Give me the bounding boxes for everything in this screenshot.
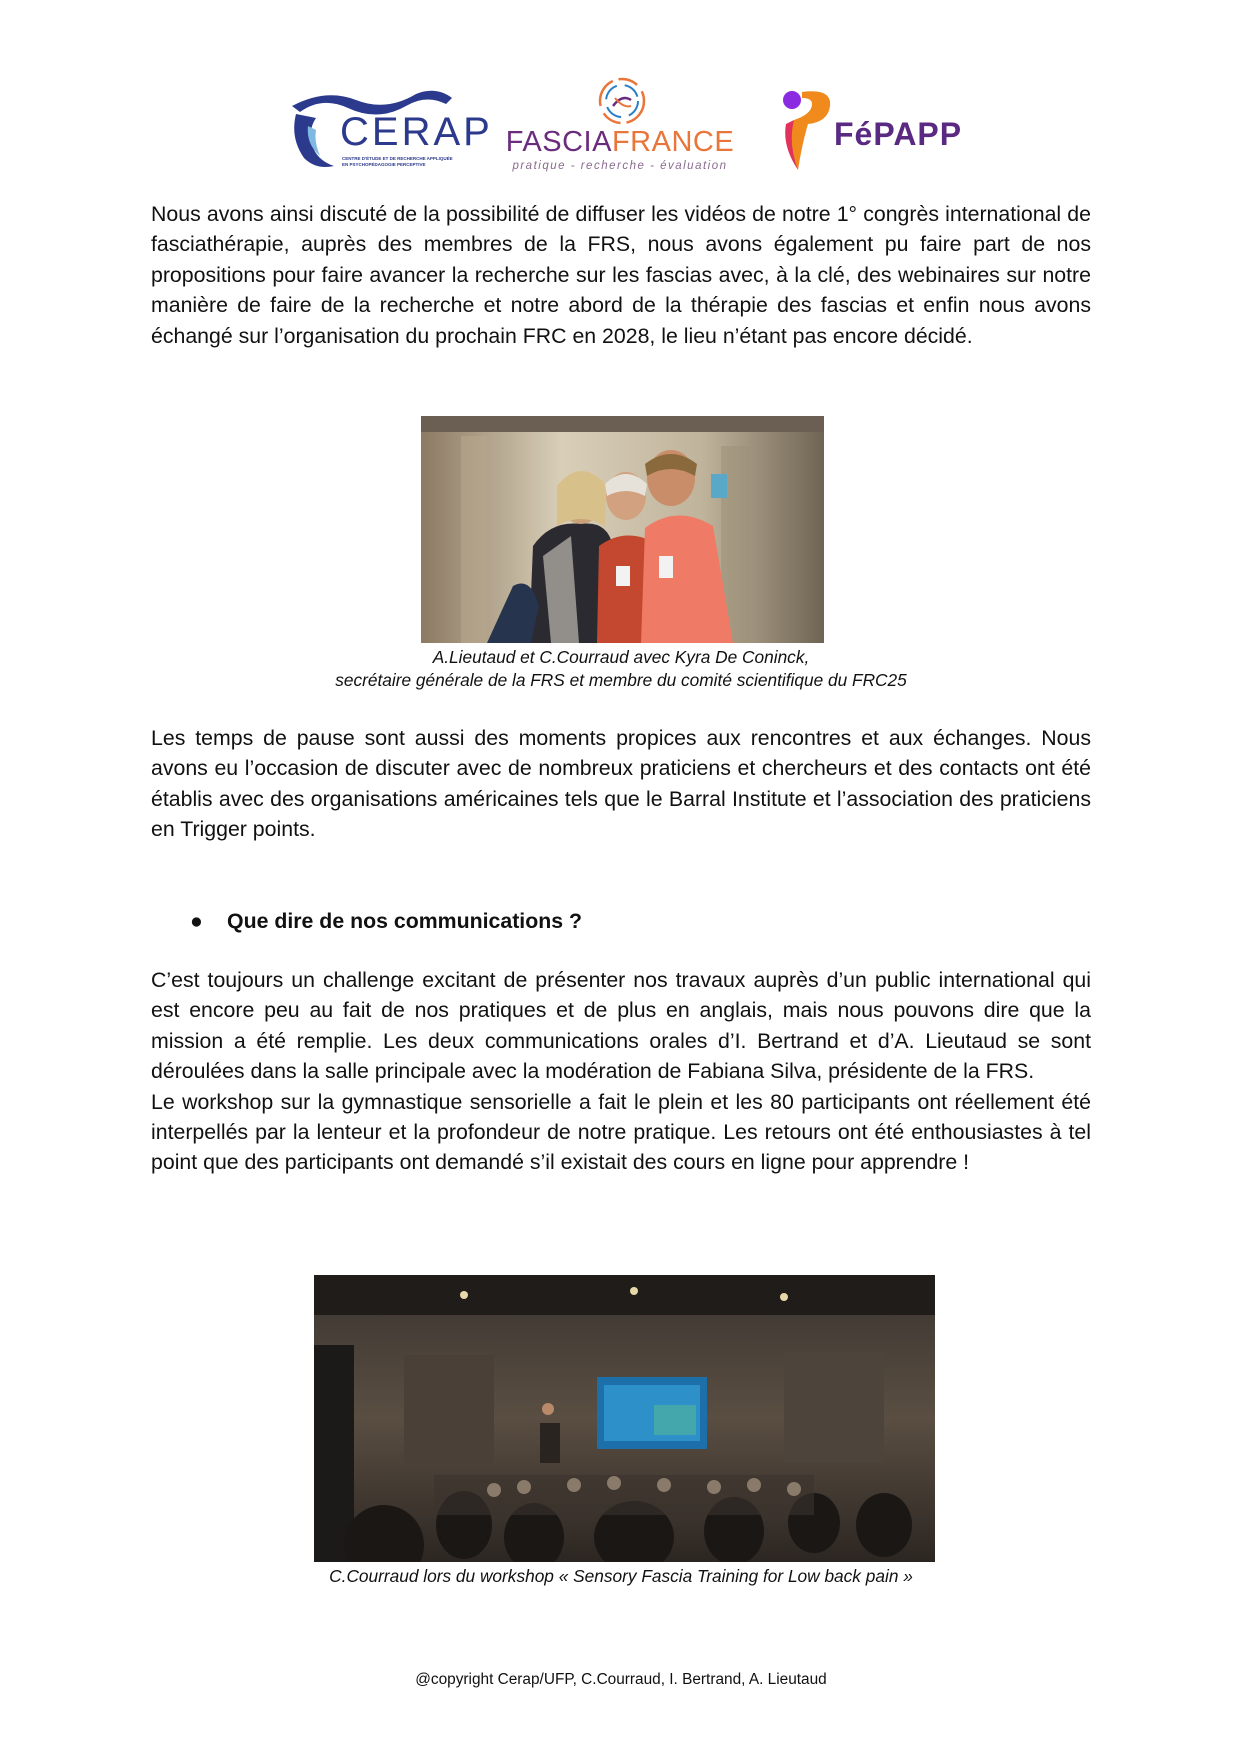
photo-workshop-room: [314, 1275, 935, 1562]
fepapp-figure-icon: [772, 84, 836, 174]
paragraph-1: [151, 199, 1091, 351]
paragraph-3a-text: C’est toujours un challenge excitant de présenter nos travaux auprès d’un public international qui est encore peu au fait de nos pratiques et de plus en anglais, mais nous pouvons dire que la mission a été remplie. Les deux communications orales d’I. Bertrand et d’A. Lieutaud se sont déroulées dans la salle principale avec la modération de Fabiana Silva, présidente de la FRS.: [151, 968, 1091, 1084]
photo-three-people: [421, 416, 824, 643]
section-heading-text: Que dire de nos communications ?: [227, 909, 583, 933]
paragraph-3b-text: Le workshop sur la gymnastique sensorielle a fait le plein et les 80 participants ont réellement été interpellés par la lenteur et la profondeur de notre pratique. Les retours ont été enthousiastes à tel point que des participants ont demandé s’il existait des cours en ligne pour apprendre !: [151, 1089, 1091, 1175]
fepapp-wordmark: FéPAPP: [834, 116, 963, 152]
france-word: FRANCE: [611, 126, 735, 158]
photo-1-caption-line-2: secrétaire générale de la FRS et membre du comité scientifique du FRC25: [335, 670, 907, 690]
paragraph-2: [151, 723, 1091, 845]
photo-1-caption: [151, 646, 1091, 692]
paragraph-3: [151, 965, 1091, 1178]
fasciafrance-logo: [500, 74, 740, 176]
fascia-emblem-icon: [595, 74, 649, 128]
page-footer: @copyright Cerap/UFP, C.Courraud, I. Bertrand, A. Lieutaud: [415, 1671, 827, 1688]
paragraph-2-text: Les temps de pause sont aussi des moments propices aux rencontres et aux échanges. Nous avons eu l’occasion de discuter avec de nombreux praticiens et chercheurs et des contacts ont été établis avec des organisations américaines tels que le Barral Institute et l’association des praticiens en Trigger points.: [151, 726, 1091, 842]
photo-1-caption-line-1: A.Lieutaud et C.Courraud avec Kyra De Coninck,: [432, 647, 810, 667]
paragraph-1-text: Nous avons ainsi discuté de la possibilité de diffuser les vidéos de notre 1° congrès international de fasciathérapie, auprès des membres de la FRS, nous avons également pu faire part de nos propositions pour faire avancer la recherche sur les fascias avec, à la clé, des webinaires sur notre manière de faire de la recherche et notre abord de la thérapie des fascias et enfin nous avons échangé sur l’organisation du prochain FRC en 2028, le lieu n’étant pas encore décidé.: [151, 202, 1091, 348]
fasciafrance-tagline: pratique - recherche - évaluation: [512, 160, 728, 172]
fepapp-logo: [772, 84, 972, 174]
cerap-wordmark: CERAP: [340, 110, 493, 154]
cerap-logo: [286, 86, 493, 176]
bullet-icon: ●: [190, 909, 203, 933]
cerap-tagline: CENTRE D'ÉTUDE ET DE RECHERCHE APPLIQUÉE EN PSYCHOPÉDAGOGIE PERCEPTIVE: [342, 156, 453, 167]
photo-2-caption: C.Courraud lors du workshop « Sensory Fascia Training for Low back pain »: [329, 1566, 913, 1586]
fasciafrance-wordmark: [500, 126, 740, 159]
fascia-word: FASCIA: [505, 126, 612, 158]
